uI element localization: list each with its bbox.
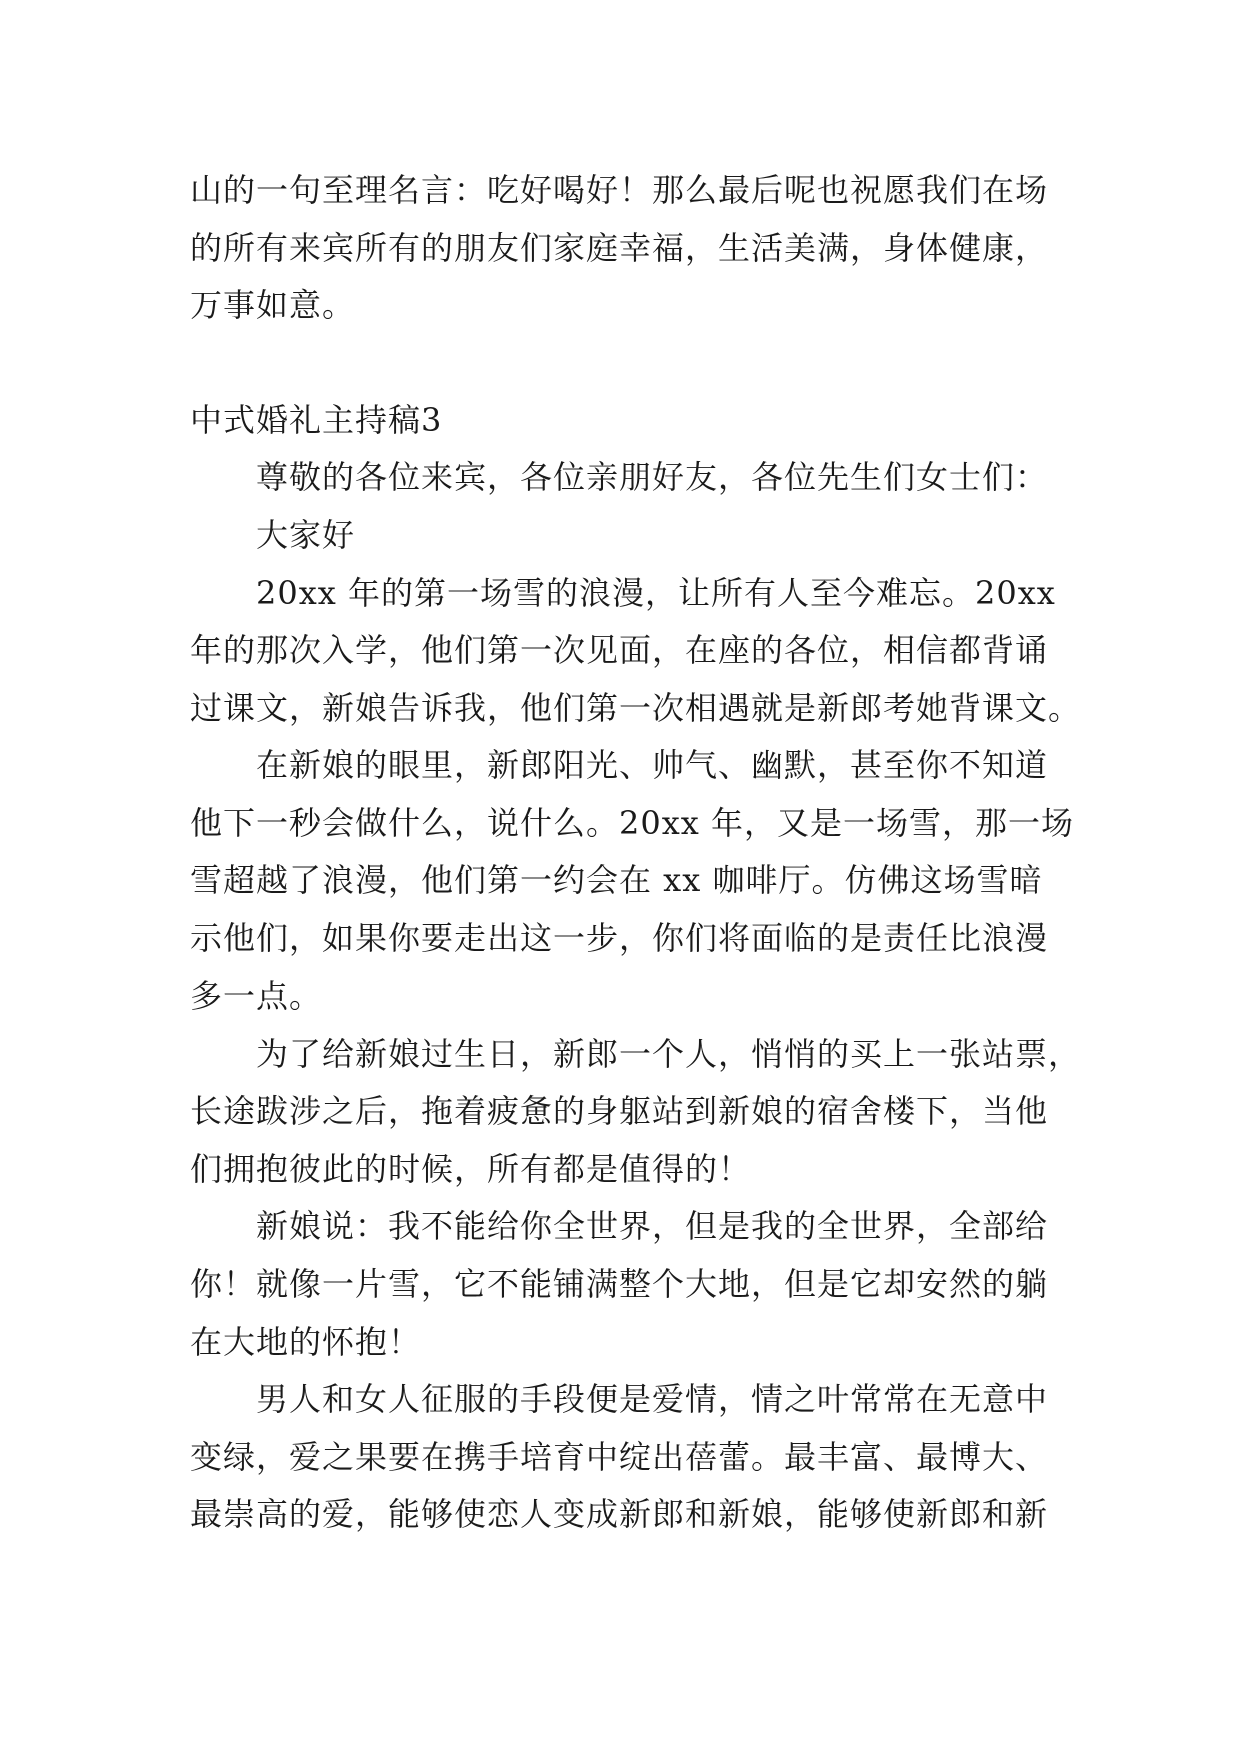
text-line: 你！就像一片雪，它不能铺满整个大地，但是它却安然的躺 xyxy=(190,1265,1049,1303)
text-line: 示他们，如果你要走出这一步，你们将面临的是责任比浪漫 xyxy=(190,919,1049,957)
text-line: 为了给新娘过生日，新郎一个人，悄悄的买上一张站票， xyxy=(256,1035,1082,1073)
text-line: 山的一句至理名言：吃好喝好！那么最后呢也祝愿我们在场 xyxy=(190,171,1049,209)
text-line: 男人和女人征服的手段便是爱情，情之叶常常在无意中 xyxy=(256,1380,1049,1418)
text-line: 年的那次入学，他们第一次见面，在座的各位，相信都背诵 xyxy=(190,631,1049,669)
text-line: 多一点。 xyxy=(190,977,323,1015)
text-line: 过课文，新娘告诉我，他们第一次相遇就是新郎考她背课文。 xyxy=(190,689,1082,727)
text-line: 长途跋涉之后，拖着疲惫的身躯站到新娘的宿舍楼下，当他 xyxy=(190,1092,1049,1130)
text-line: 新娘说：我不能给你全世界，但是我的全世界，全部给 xyxy=(256,1207,1049,1245)
text-line: 的所有来宾所有的朋友们家庭幸福，生活美满，身体健康， xyxy=(190,229,1049,267)
section-heading: 中式婚礼主持稿3 xyxy=(190,401,443,439)
text-line: 大家好 xyxy=(256,516,356,554)
text-line: 他下一秒会做什么，说什么。20xx 年，又是一场雪，那一场 xyxy=(190,804,1074,842)
text-line: 20xx 年的第一场雪的浪漫，让所有人至今难忘。20xx xyxy=(256,574,1056,612)
text-line: 在大地的怀抱！ xyxy=(190,1323,422,1361)
text-line: 雪超越了浪漫，他们第一约会在 xx 咖啡厅。仿佛这场雪暗 xyxy=(190,861,1043,899)
text-line: 尊敬的各位来宾，各位亲朋好友，各位先生们女士们： xyxy=(256,458,1049,496)
text-line: 变绿，爱之果要在携手培育中绽出蓓蕾。最丰富、最博大、 xyxy=(190,1438,1049,1476)
text-line: 万事如意。 xyxy=(190,286,356,324)
text-line: 最崇高的爱，能够使恋人变成新郎和新娘，能够使新郎和新 xyxy=(190,1495,1049,1533)
text-line: 们拥抱彼此的时候，所有都是值得的！ xyxy=(190,1150,752,1188)
text-line: 在新娘的眼里，新郎阳光、帅气、幽默，甚至你不知道 xyxy=(256,746,1049,784)
